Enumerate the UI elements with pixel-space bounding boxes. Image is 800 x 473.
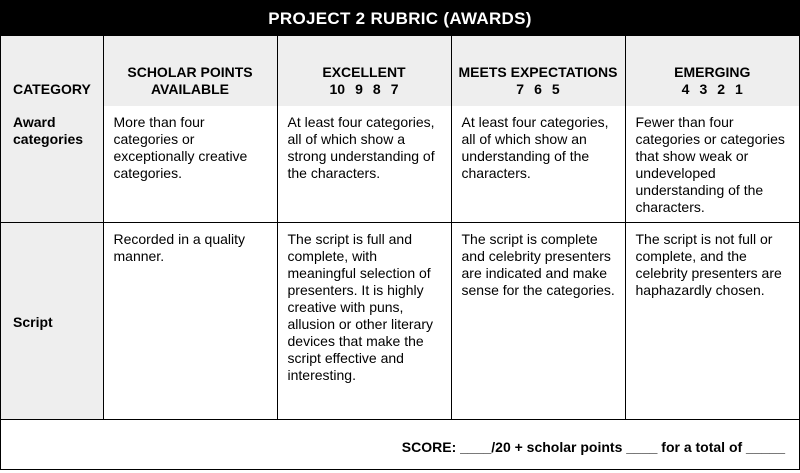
cell-scholar: More than four categories or exceptionally creative categories. bbox=[103, 106, 277, 223]
rubric-title: PROJECT 2 RUBRIC (AWARDS) bbox=[1, 1, 799, 36]
header-excellent bbox=[277, 36, 451, 106]
cell-meets: The script is complete and celebrity presenters are indicated and make sense for the categories. bbox=[451, 223, 625, 420]
header-excellent-label: EXCELLENT bbox=[322, 64, 406, 80]
score-line: SCORE: ____/20 + scholar points ____ for a total of _____ bbox=[401, 438, 785, 455]
header-emerging bbox=[625, 36, 799, 106]
point-value: 4 bbox=[681, 81, 690, 97]
cell-meets: At least four categories, all of which show an understanding of the characters. bbox=[451, 106, 625, 223]
point-value: 3 bbox=[699, 81, 708, 97]
table-row-script bbox=[1, 223, 799, 420]
rubric-grid bbox=[1, 36, 799, 420]
table-row-award-categories bbox=[1, 106, 799, 223]
row-category-label: Script bbox=[1, 223, 103, 420]
header-excellent-points bbox=[284, 81, 445, 98]
cell-emerging: Fewer than four categories or categories that show weak or undeveloped understanding of the characters. bbox=[625, 106, 799, 223]
point-value: 7 bbox=[390, 81, 399, 97]
cell-emerging: The script is not full or complete, and the celebrity presenters are haphazardly chosen. bbox=[625, 223, 799, 420]
header-scholar-points: SCHOLAR POINTS AVAILABLE bbox=[103, 36, 277, 106]
point-value: 10 bbox=[329, 81, 346, 97]
point-value: 5 bbox=[551, 81, 560, 97]
header-meets-points bbox=[458, 81, 619, 98]
header-emerging-label: EMERGING bbox=[674, 64, 751, 80]
point-value: 2 bbox=[717, 81, 726, 97]
point-value: 1 bbox=[735, 81, 743, 97]
header-row bbox=[1, 36, 799, 106]
header-meets-expectations bbox=[451, 36, 625, 106]
cell-excellent: At least four categories, all of which show a strong understanding of the characters. bbox=[277, 106, 451, 223]
header-category: CATEGORY bbox=[1, 36, 103, 106]
header-emerging-points bbox=[632, 81, 794, 98]
cell-scholar: Recorded in a quality manner. bbox=[103, 223, 277, 420]
point-value: 8 bbox=[372, 81, 381, 97]
point-value: 6 bbox=[534, 81, 542, 97]
header-meets-label: MEETS EXPECTATIONS bbox=[458, 64, 618, 80]
cell-excellent: The script is full and complete, with meaningful selection of presenters. It is highly creative with puns, allusion or other literary devices that make the script effective and interesting. bbox=[277, 223, 451, 420]
point-value: 9 bbox=[355, 81, 363, 97]
point-value: 7 bbox=[516, 81, 525, 97]
row-category-label: Award categories bbox=[1, 106, 103, 223]
